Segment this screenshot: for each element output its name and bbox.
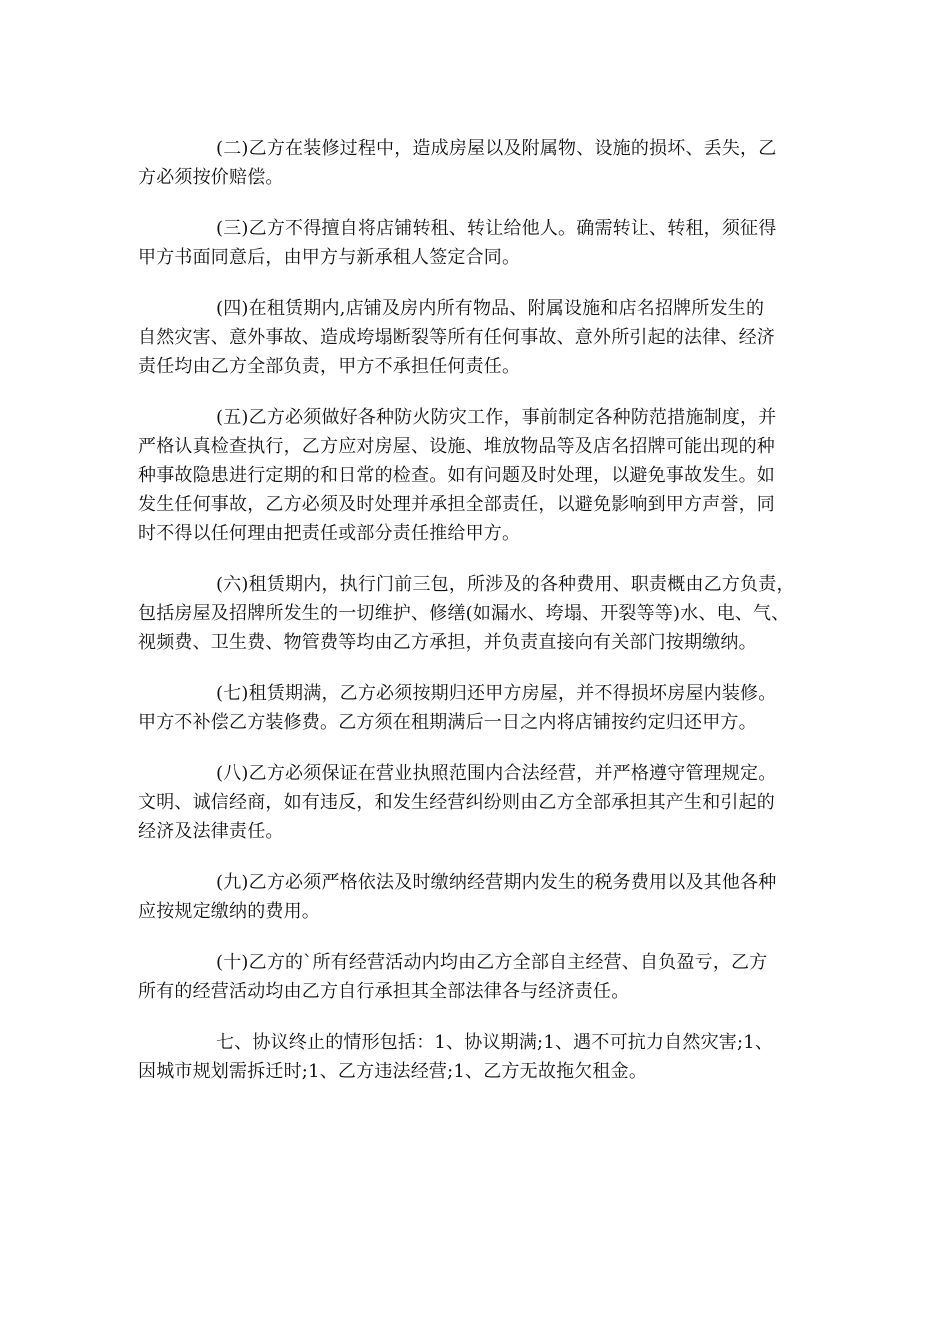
text-line: (七)租赁期满，乙方必须按期归还甲方房屋，并不得损坏房屋内装修。	[216, 683, 777, 704]
paragraph-4	[138, 294, 818, 381]
text-line: 责任均由乙方全部负责，甲方不承担任何责任。	[138, 356, 521, 377]
text-line: 包括房屋及招牌所发生的一切维护、修缮(如漏水、垮塌、开裂等等)水、电、气、	[138, 603, 790, 624]
text-line: 时不得以任何理由把责任或部分责任推给甲方。	[138, 523, 521, 544]
text-line: 七、协议终止的情形包括：1、协议期满;1、遇不可抗力自然灾害;1、	[216, 1032, 774, 1053]
text-line: 方必须按价赔偿。	[138, 167, 284, 188]
text-line: (六)租赁期内，执行门前三包，所涉及的各种费用、职责概由乙方负责，	[216, 574, 795, 595]
text-line: 严格认真检查执行，乙方应对房屋、设施、堆放物品等及店名招牌可能出现的种	[138, 436, 775, 457]
paragraph-2	[138, 134, 818, 192]
text-line: (十)乙方的`所有经营活动内均由乙方全部自主经营、自负盈亏，乙方	[216, 952, 768, 973]
text-line: 甲方书面同意后，由甲方与新承租人签定合同。	[138, 247, 521, 268]
text-line: (四)在租赁期内,店铺及房内所有物品、附属设施和店名招牌所发生的	[216, 298, 765, 319]
text-line: 所有的经营活动均由乙方自行承担其全部法律各与经济责任。	[138, 981, 630, 1002]
paragraph-8	[138, 759, 818, 846]
text-line: 自然灾害、意外事故、造成垮塌断裂等所有任何事故、意外所引起的法律、经济	[138, 327, 775, 348]
text-line: (五)乙方必须做好各种防火防灾工作，事前制定各种防范措施制度，并	[216, 407, 777, 428]
paragraph-termination	[138, 1028, 818, 1086]
text-line: 视频费、卫生费、物管费等均由乙方承担，并负责直接向有关部门按期缴纳。	[138, 632, 757, 653]
text-line: (八)乙方必须保证在营业执照范围内合法经营，并严格遵守管理规定。	[216, 763, 777, 784]
text-line: 应按规定缴纳的费用。	[138, 901, 320, 922]
paragraph-3	[138, 214, 818, 272]
paragraph-5	[138, 403, 818, 548]
text-line: 因城市规划需拆迁时;1、乙方违法经营;1、乙方无故拖欠租金。	[138, 1061, 648, 1082]
text-line: (九)乙方必须严格依法及时缴纳经营期内发生的税务费用以及其他各种	[216, 872, 777, 893]
text-line: 发生任何事故，乙方必须及时处理并承担全部责任，以避免影响到甲方声誉，同	[138, 494, 775, 515]
text-line: 甲方不补偿乙方装修费。乙方须在租期满后一日之内将店铺按约定归还甲方。	[138, 712, 757, 733]
paragraph-9	[138, 868, 818, 926]
document-body	[138, 134, 818, 1108]
text-line: 种事故隐患进行定期的和日常的检查。如有问题及时处理，以避免事故发生。如	[138, 465, 775, 486]
paragraph-7	[138, 679, 818, 737]
paragraph-6	[138, 570, 818, 657]
paragraph-10	[138, 948, 818, 1006]
text-line: (三)乙方不得擅自将店铺转租、转让给他人。确需转让、转租，须征得	[216, 218, 777, 239]
text-line: (二)乙方在装修过程中，造成房屋以及附属物、设施的损坏、丢失，乙	[216, 138, 777, 159]
text-line: 经济及法律责任。	[138, 821, 284, 842]
text-line: 文明、诚信经商，如有违反，和发生经营纠纷则由乙方全部承担其产生和引起的	[138, 792, 775, 813]
